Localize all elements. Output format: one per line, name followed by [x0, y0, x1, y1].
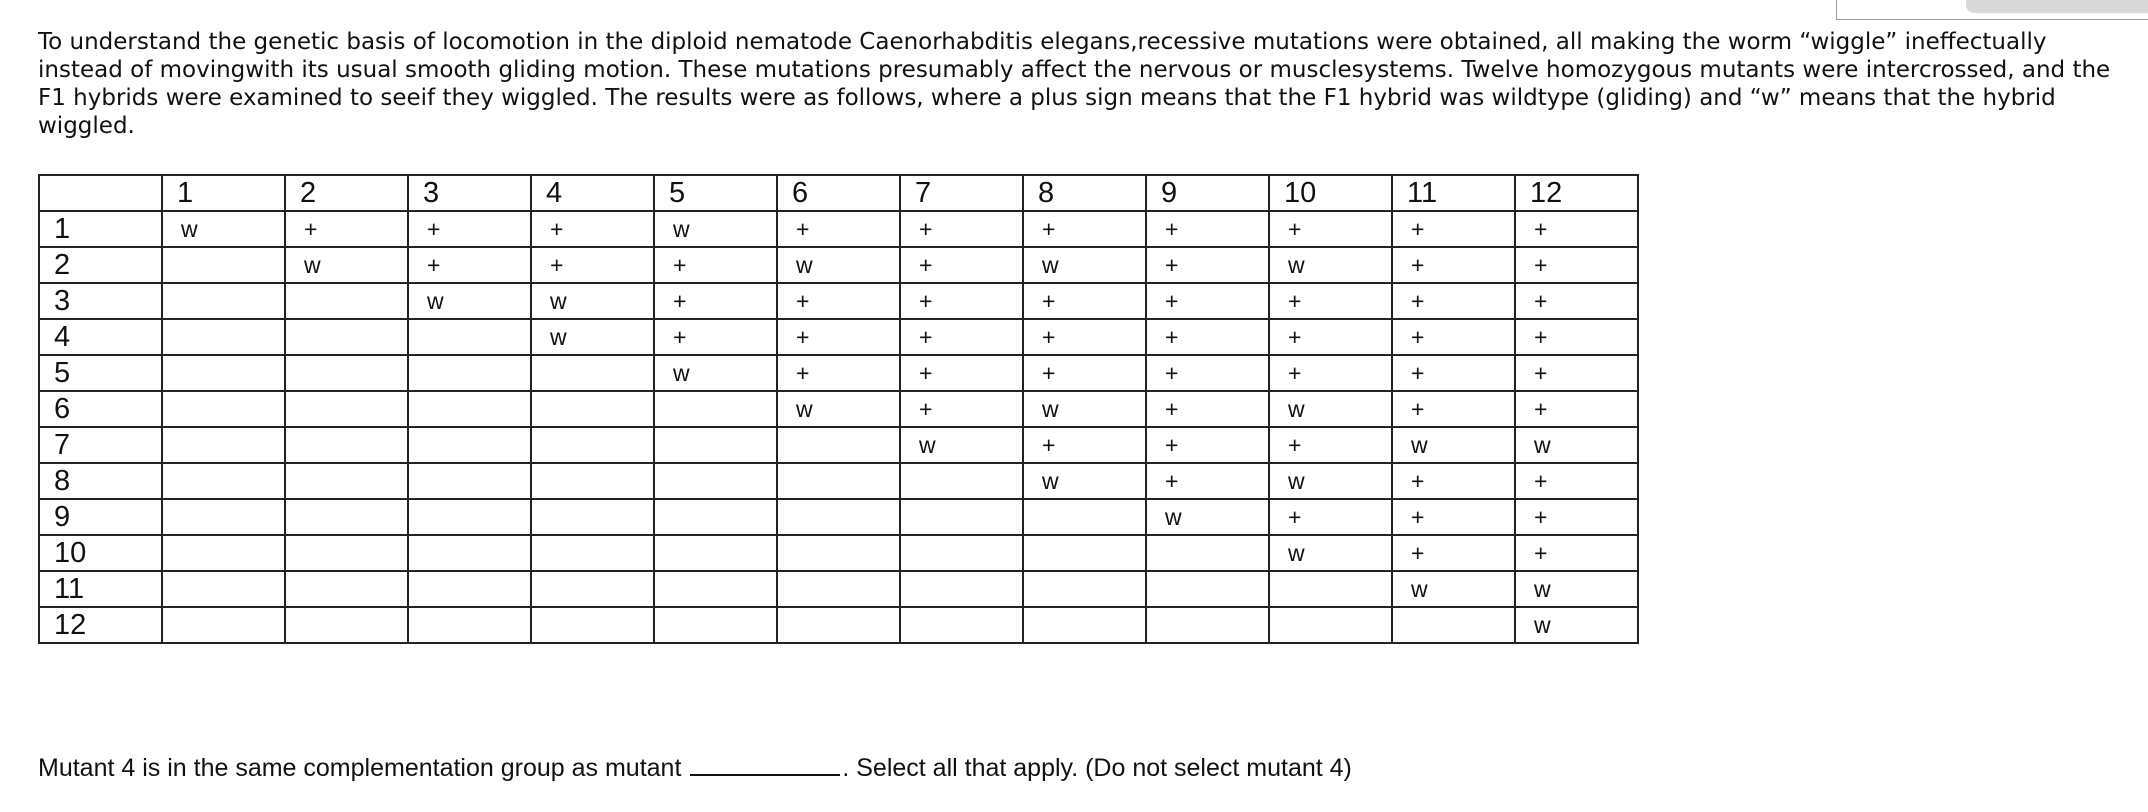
question-line: [38, 752, 1352, 783]
table-cell: [408, 427, 531, 463]
table-cell: +: [1269, 211, 1392, 247]
table-cell: [531, 607, 654, 643]
table-row: [39, 499, 1638, 535]
table-cell: +: [1392, 211, 1515, 247]
table-cell: +: [900, 355, 1023, 391]
table-cell: w: [1269, 247, 1392, 283]
table-cell: [1146, 535, 1269, 571]
table-cell: +: [1146, 355, 1269, 391]
table-cell: [1269, 571, 1392, 607]
intro-paragraph: To understand the genetic basis of locomotion in the diploid nematode Caenorhabditis elegans,recessive mutations were obtained, all making the worm “wiggle” ineffectually instead of movingwith its usual smooth gliding motion. These mutations presumably affect the nervous or musclesystems. Twelve homozygous mutants were intercrossed, and the F1 hybrids were examined to seeif they wiggled. The results were as follows, where a plus sign means that the F1 hybrid was wildtype (gliding) and “w” means that the hybrid wiggled.: [38, 29, 2111, 139]
table-cell: w: [1146, 499, 1269, 535]
table-cell: [162, 535, 285, 571]
table-cell: [777, 607, 900, 643]
table-cell: [1269, 607, 1392, 643]
top-right-tab: [1966, 0, 2148, 13]
column-header-1: 1: [162, 175, 285, 211]
table-cell: w: [1023, 391, 1146, 427]
table-cell: +: [285, 211, 408, 247]
row-header-5: 5: [39, 355, 162, 391]
table-cell: +: [777, 355, 900, 391]
table-cell: +: [1392, 535, 1515, 571]
table-cell: [900, 499, 1023, 535]
table-cell: +: [1515, 391, 1638, 427]
table-cell: [408, 571, 531, 607]
table-cell: +: [777, 283, 900, 319]
table-cell: +: [1269, 499, 1392, 535]
table-cell: [408, 391, 531, 427]
column-header-2: 2: [285, 175, 408, 211]
table-cell: [777, 463, 900, 499]
column-header-8: 8: [1023, 175, 1146, 211]
table-cell: +: [1023, 427, 1146, 463]
table-cell: w: [1515, 427, 1638, 463]
table-cell: +: [900, 283, 1023, 319]
table-cell: +: [1392, 283, 1515, 319]
table-cell: +: [1146, 247, 1269, 283]
table-cell: [162, 427, 285, 463]
table-cell: [531, 571, 654, 607]
column-header-4: 4: [531, 175, 654, 211]
table-cell: [408, 319, 531, 355]
row-header-1: 1: [39, 211, 162, 247]
table-cell: w: [1269, 391, 1392, 427]
row-header-11: 11: [39, 571, 162, 607]
table-cell: [777, 535, 900, 571]
table-row: [39, 355, 1638, 391]
table-cell: +: [1146, 211, 1269, 247]
table-cell: [285, 535, 408, 571]
question-text: Mutant 4 is in the same complementation group as mutant: [38, 754, 682, 782]
table-cell: +: [1146, 391, 1269, 427]
table-cell: +: [900, 247, 1023, 283]
question-instructions: . Select all that apply. (Do not select mutant 4): [842, 754, 1352, 782]
table-cell: +: [1146, 463, 1269, 499]
table-cell: +: [1023, 283, 1146, 319]
table-cell: +: [1269, 319, 1392, 355]
column-header-12: 12: [1515, 175, 1638, 211]
table-cell: +: [1146, 427, 1269, 463]
table-cell: +: [1269, 355, 1392, 391]
table-cell: [654, 535, 777, 571]
row-header-6: 6: [39, 391, 162, 427]
table-cell: [285, 355, 408, 391]
table-cell: [162, 283, 285, 319]
column-header-3: 3: [408, 175, 531, 211]
table-row: [39, 247, 1638, 283]
row-header-9: 9: [39, 499, 162, 535]
table-cell: [1023, 499, 1146, 535]
table-cell: +: [1146, 283, 1269, 319]
table-cell: [777, 427, 900, 463]
table-cell: [285, 607, 408, 643]
table-cell: [408, 499, 531, 535]
table-cell: [162, 355, 285, 391]
row-header-8: 8: [39, 463, 162, 499]
table-row: [39, 427, 1638, 463]
table-cell: +: [531, 247, 654, 283]
table-cell: [162, 499, 285, 535]
table-cell: w: [1392, 571, 1515, 607]
table-cell: [900, 463, 1023, 499]
table-cell: +: [408, 211, 531, 247]
table-row: [39, 211, 1638, 247]
table-cell: [408, 607, 531, 643]
table-cell: [285, 391, 408, 427]
table-row: [39, 571, 1638, 607]
table-cell: [531, 535, 654, 571]
column-header-9: 9: [1146, 175, 1269, 211]
table-row: [39, 391, 1638, 427]
table-cell: +: [900, 319, 1023, 355]
table-cell: w: [777, 247, 900, 283]
table-row: [39, 319, 1638, 355]
table-cell: [531, 463, 654, 499]
table-cell: +: [1515, 283, 1638, 319]
table-cell: +: [654, 283, 777, 319]
table-cell: +: [1515, 535, 1638, 571]
table-cell: w: [1023, 463, 1146, 499]
table-cell: [900, 607, 1023, 643]
column-header-6: 6: [777, 175, 900, 211]
table-cell: +: [408, 247, 531, 283]
table-cell: +: [1515, 463, 1638, 499]
table-cell: [531, 355, 654, 391]
table-cell: +: [1515, 247, 1638, 283]
table-row: [39, 463, 1638, 499]
table-cell: [162, 607, 285, 643]
row-header-10: 10: [39, 535, 162, 571]
table-cell: [285, 427, 408, 463]
table-cell: w: [408, 283, 531, 319]
row-header-12: 12: [39, 607, 162, 643]
complementation-table: [38, 174, 1639, 644]
table-cell: [162, 571, 285, 607]
column-header-7: 7: [900, 175, 1023, 211]
table-cell: w: [162, 211, 285, 247]
table-cell: [1023, 535, 1146, 571]
column-header-10: 10: [1269, 175, 1392, 211]
table-cell: +: [900, 211, 1023, 247]
table-cell: +: [1392, 355, 1515, 391]
table-cell: [900, 535, 1023, 571]
table-cell: +: [1392, 247, 1515, 283]
table-cell: +: [1023, 211, 1146, 247]
table-cell: w: [531, 283, 654, 319]
table-cell: [1023, 607, 1146, 643]
table-cell: +: [1269, 427, 1392, 463]
table-cell: w: [1515, 607, 1638, 643]
table-cell: +: [1515, 319, 1638, 355]
table-cell: +: [1392, 499, 1515, 535]
table-cell: +: [1023, 319, 1146, 355]
table-cell: [1146, 571, 1269, 607]
table-cell: +: [1023, 355, 1146, 391]
table-cell: w: [285, 247, 408, 283]
table-row: [39, 283, 1638, 319]
table-cell: +: [1515, 499, 1638, 535]
table-cell: [531, 427, 654, 463]
table-cell: w: [531, 319, 654, 355]
table-cell: +: [1146, 319, 1269, 355]
table-cell: [285, 499, 408, 535]
table-cell: [285, 283, 408, 319]
table-cell: +: [900, 391, 1023, 427]
table-cell: [654, 463, 777, 499]
table-cell: +: [777, 211, 900, 247]
table-body: [39, 211, 1638, 643]
table-row: [39, 607, 1638, 643]
row-header-7: 7: [39, 427, 162, 463]
table-cell: w: [777, 391, 900, 427]
table-cell: [162, 391, 285, 427]
table-cell: +: [777, 319, 900, 355]
answer-blank[interactable]: [690, 752, 840, 776]
table-cell: [162, 319, 285, 355]
table-cell: [654, 571, 777, 607]
table-cell: [654, 391, 777, 427]
table-cell: w: [1023, 247, 1146, 283]
table-cell: w: [1269, 463, 1392, 499]
table-cell: [408, 463, 531, 499]
table-cell: +: [531, 211, 654, 247]
table-cell: [408, 355, 531, 391]
table-cell: [1023, 571, 1146, 607]
row-header-2: 2: [39, 247, 162, 283]
table-cell: +: [1269, 283, 1392, 319]
table-cell: [531, 391, 654, 427]
table-cell: [777, 499, 900, 535]
table-cell: w: [900, 427, 1023, 463]
table-cell: +: [1515, 211, 1638, 247]
table-cell: [654, 607, 777, 643]
table-cell: +: [654, 247, 777, 283]
table-cell: +: [1392, 463, 1515, 499]
table-cell: [285, 319, 408, 355]
table-row: [39, 535, 1638, 571]
table-cell: w: [1515, 571, 1638, 607]
table-cell: w: [1392, 427, 1515, 463]
table-cell: [1392, 607, 1515, 643]
table-cell: w: [1269, 535, 1392, 571]
table-cell: [162, 463, 285, 499]
table-cell: [654, 499, 777, 535]
table-cell: +: [1515, 355, 1638, 391]
corner-cell: [39, 175, 162, 211]
table-cell: [285, 463, 408, 499]
table-cell: w: [654, 211, 777, 247]
table-header-row: [39, 175, 1638, 211]
table-cell: +: [654, 319, 777, 355]
table-cell: [900, 571, 1023, 607]
table-cell: [162, 247, 285, 283]
table-cell: [531, 499, 654, 535]
table-cell: +: [1392, 391, 1515, 427]
column-header-11: 11: [1392, 175, 1515, 211]
row-header-4: 4: [39, 319, 162, 355]
column-header-5: 5: [654, 175, 777, 211]
table-cell: [777, 571, 900, 607]
table-cell: [654, 427, 777, 463]
table-cell: [285, 571, 408, 607]
table-cell: w: [654, 355, 777, 391]
table-cell: [408, 535, 531, 571]
row-header-3: 3: [39, 283, 162, 319]
table-cell: +: [1392, 319, 1515, 355]
table-cell: [1146, 607, 1269, 643]
